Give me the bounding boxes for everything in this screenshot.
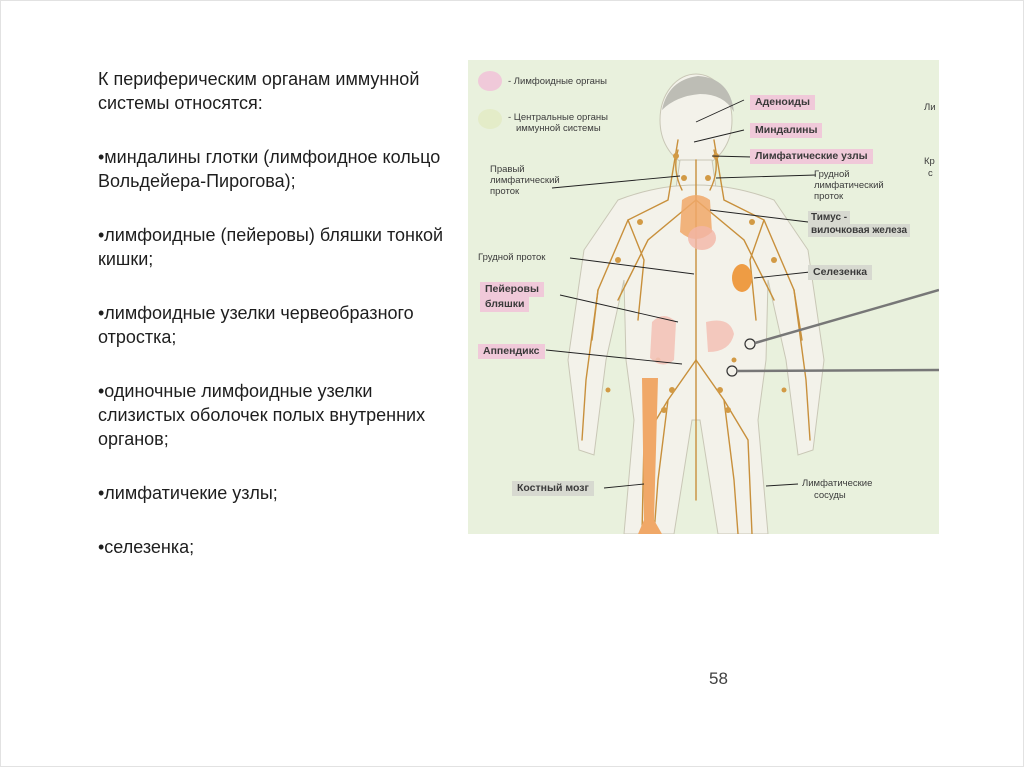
label-cropped-top: Ли [924,102,936,113]
label-thymus-line1: Тимус - [808,211,850,224]
legend-lymphoid-organs: - Лимфоидные органы [508,76,608,87]
label-peyer-patches-line1: Пейеровы [480,282,544,297]
label-appendix: Аппендикс [478,344,545,359]
label-thymus-line2: вилочковая железа [808,224,910,237]
bullet-appendix-nodules: •лимфоидные узелки червеобразного отростка; [98,303,414,347]
label-bone-marrow: Костный мозг [512,481,594,496]
bullet-lymph-nodes: •лимфатичекие узлы; [98,483,278,503]
label-lymph-nodes: Лимфатические узлы [750,149,873,164]
intro-paragraph: К периферическим органам иммунной системы относятся: [98,69,420,113]
bullet-peyer-patches: •лимфоидные (пейеровы) бляшки тонкой кишки; [98,225,444,269]
label-right-duct-line2: лимфатический [490,175,560,186]
label-thoracic-duct: Грудной проток [478,252,546,263]
slide-text [98,67,453,589]
bullet-tonsils: •миндалины глотки (лимфоидное кольцо Вольдейера-Пирогова); [98,147,441,191]
bullet-solitary-nodules: •одиночные лимфоидные узелки слизистых оболочек полых внутренних органов; [98,381,426,449]
label-lymph-vessels-line1: Лимфатические [802,478,873,489]
legend-central-organs-line1: - Центральные органы [508,112,608,123]
lymphatic-system-figure [468,60,939,534]
label-thoracic-lymph-duct-line2: лимфатический [814,180,884,191]
label-lymph-vessels-line2: сосуды [814,490,846,501]
label-cropped-mid-line1: Кр [924,156,935,167]
legend-central-organs-line2: иммунной системы [516,123,601,134]
label-thoracic-lymph-duct-line1: Грудной [814,169,850,180]
label-right-duct-line1: Правый [490,164,525,175]
label-spleen: Селезенка [808,265,872,280]
label-right-duct-line3: проток [490,186,520,197]
lymphoid-organs-legend-swatch [478,71,502,91]
label-tonsils: Миндалины [750,123,822,138]
label-adenoids: Аденоиды [750,95,815,110]
bullet-spleen: •селезенка; [98,537,195,557]
page-number: 58 [709,669,728,688]
central-organs-legend-swatch [478,109,502,129]
label-thoracic-lymph-duct-line3: проток [814,191,844,202]
label-peyer-patches-line2: бляшки [480,297,529,312]
label-cropped-mid-line2: с [928,168,933,179]
